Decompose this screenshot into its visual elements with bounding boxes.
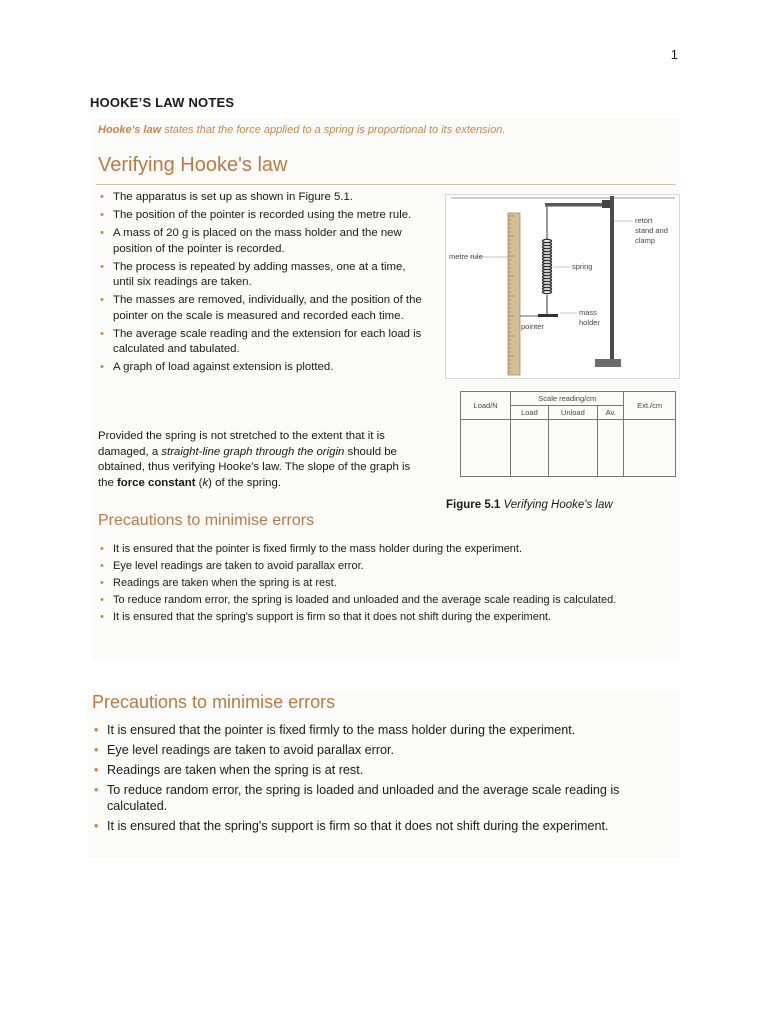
list-item: • The position of the pointer is recorded using the metre rule.	[98, 208, 428, 224]
paragraph-emphasis: k	[202, 476, 209, 489]
paragraph-text: (	[195, 476, 203, 489]
list-item: • It is ensured that the pointer is fixed firmly to the mass holder during the experiment.	[92, 722, 677, 738]
list-item: • It is ensured that the spring's support is firm so that it does not shift during the experiment.	[98, 610, 658, 625]
list-item: • To reduce random error, the spring is loaded and unloaded and the average scale reading is calculated.	[98, 593, 658, 608]
list-item: • Eye level readings are taken to avoid parallax error.	[92, 742, 677, 758]
list-item: • Readings are taken when the spring is at rest.	[98, 576, 658, 591]
table-cell	[548, 420, 598, 477]
hookes-law-definition	[98, 124, 505, 136]
clamp-boss	[602, 200, 610, 208]
list-item: • Readings are taken when the spring is at rest.	[92, 762, 677, 778]
table-cell	[511, 420, 548, 477]
list-item: • It is ensured that the pointer is fixed firmly to the mass holder during the experiment.	[98, 542, 658, 557]
paragraph-text: Provided the spring is not stretched to the extent that it is damaged, a	[98, 430, 385, 458]
table-header-extension: Ext./cm	[624, 392, 676, 420]
apparatus-svg	[445, 194, 680, 379]
page-number: 1	[670, 47, 678, 62]
scanned-textbook-page	[92, 118, 680, 660]
label-spring: spring	[572, 262, 593, 271]
list-item: • It is ensured that the spring's support is firm so that it does not shift during the experiment.	[92, 818, 677, 834]
metre-rule-bar	[508, 213, 520, 375]
section-heading-verifying: Verifying Hooke's law	[98, 154, 288, 176]
procedure-steps	[98, 190, 428, 378]
list-item: • Eye level readings are taken to avoid parallax error.	[98, 559, 658, 574]
figure-title: Verifying Hooke's law	[503, 499, 613, 511]
list-item: • The masses are removed, individually, and the position of the pointer on the scale is measured and recorded each time.	[98, 293, 428, 324]
conclusion-paragraph	[98, 429, 428, 491]
readings-table	[460, 391, 676, 477]
paragraph-text: should be obtained, thus verifying Hooke's law. The slope of the graph is the	[98, 445, 411, 489]
list-item: • The process is repeated by adding masses, one at a time, until six readings are taken.	[98, 260, 428, 291]
definition-text: states that the force applied to a spring is proportional to its extension.	[161, 124, 506, 136]
label-retort-line1: retort	[635, 216, 653, 225]
precautions-list	[98, 542, 658, 627]
figure-caption	[446, 499, 613, 511]
mass-holder-plate	[538, 314, 558, 317]
retort-stand-rod	[610, 196, 614, 359]
list-item: • The apparatus is set up as shown in Figure 5.1.	[98, 190, 428, 206]
label-retort-line3: clamp	[635, 236, 656, 245]
label-pointer: pointer	[521, 322, 544, 331]
scanned-precautions-enlarged	[88, 690, 680, 858]
clamp-arm	[545, 203, 605, 207]
table-row	[461, 420, 676, 477]
notes-title: HOOKE’S LAW NOTES	[90, 95, 235, 110]
list-item: • A graph of load against extension is plotted.	[98, 360, 428, 376]
table-header-load: Load/N	[461, 392, 511, 420]
paragraph-text: ) of the spring.	[208, 476, 281, 489]
list-item: • The average scale reading and the extension for each load is calculated and tabulated.	[98, 327, 428, 358]
definition-term: Hooke's law	[98, 124, 162, 136]
table-cell	[624, 420, 676, 477]
table-subheader-load: Load	[511, 406, 548, 420]
label-retort-line2: stand and	[635, 226, 668, 235]
precautions-list-enlarged	[92, 722, 677, 838]
figure-number: Figure 5.1	[446, 499, 501, 511]
heading-rule	[96, 184, 676, 185]
table-subheader-average: Av.	[598, 406, 624, 420]
label-mass-line2: holder	[579, 318, 600, 327]
precautions-heading-enlarged: Precautions to minimise errors	[92, 692, 336, 712]
table-cell	[461, 420, 511, 477]
list-item: • A mass of 20 g is placed on the mass holder and the new position of the pointer is recorded.	[98, 226, 428, 257]
apparatus-diagram	[445, 194, 680, 384]
list-item: • To reduce random error, the spring is loaded and unloaded and the average scale reading is calculated.	[92, 782, 677, 814]
label-metre-rule: metre rule	[449, 252, 483, 261]
table-cell	[598, 420, 624, 477]
precautions-heading: Precautions to minimise errors	[98, 512, 315, 529]
label-mass-line1: mass	[579, 308, 597, 317]
paragraph-bold: force constant	[117, 476, 196, 489]
table-header-scale: Scale reading/cm	[511, 392, 624, 406]
retort-stand-base	[595, 359, 621, 367]
paragraph-emphasis: straight-line graph through the origin	[161, 445, 345, 458]
table-subheader-unload: Unload	[548, 406, 598, 420]
